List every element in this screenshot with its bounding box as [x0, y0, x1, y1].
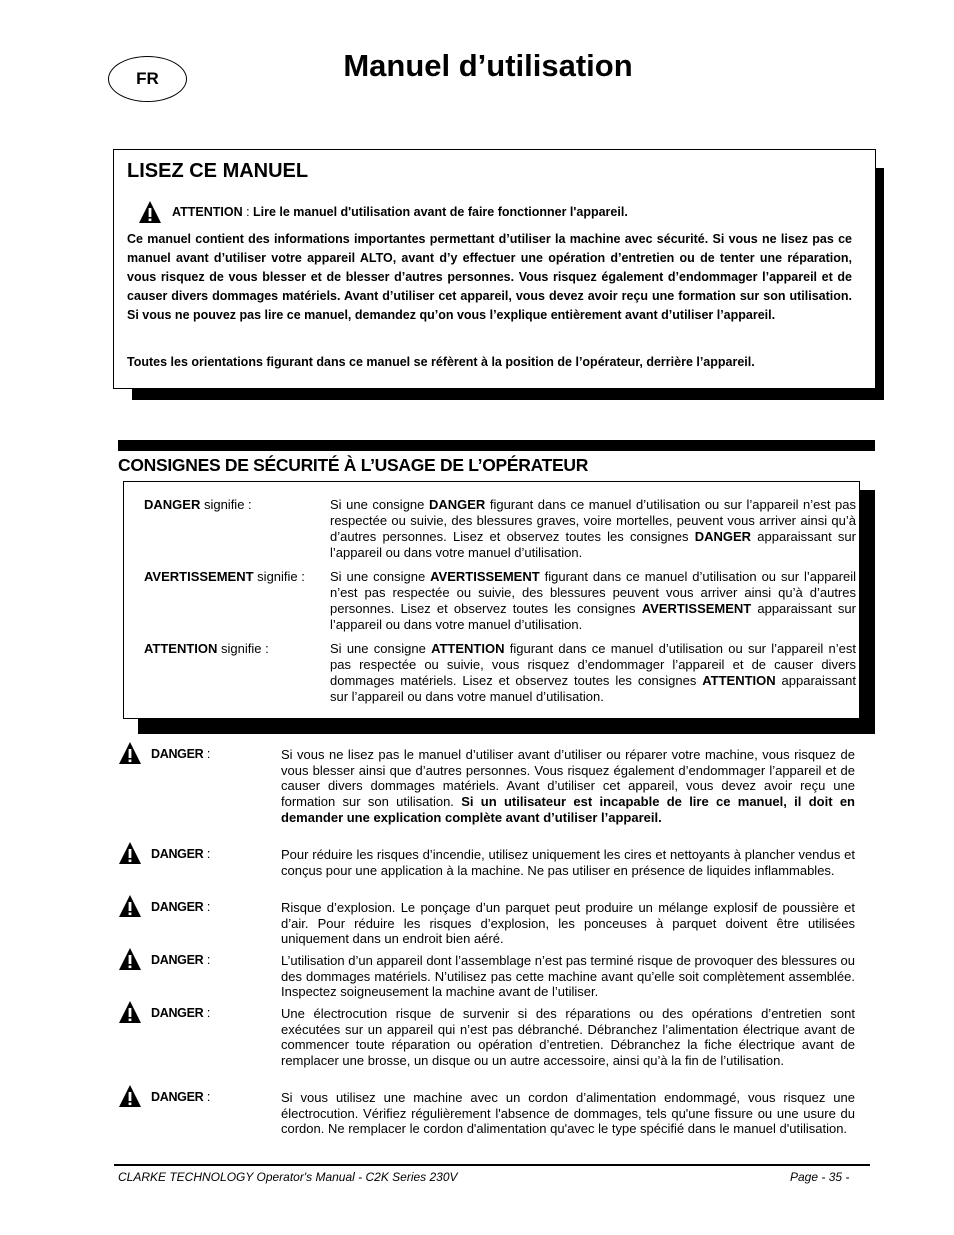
definitions-box	[123, 481, 860, 719]
danger-text: Une électrocution risque de survenir si des réparations ou des opérations d’entretien sont exécutées sur un appareil qui n’est pas débranché. Débranchez l’alimentation électrique avant de commencer toute réparation ou opération d’entretien. Débranchez la fiche électrique avant de remplacer une brosse, un disque ou un autre accessoire, ainsi qu’à la fin de l’utilisation.	[281, 1006, 855, 1069]
footer-rule	[114, 1164, 870, 1166]
footer-manual-title: CLARKE TECHNOLOGY Operator's Manual - C2K Series 230V	[118, 1170, 458, 1184]
safety-section-title: CONSIGNES DE SÉCURITÉ À L’USAGE DE L’OPÉRATEUR	[118, 455, 589, 475]
danger-label: DANGER :	[151, 1090, 211, 1104]
definition-term: AVERTISSEMENT signifie :	[144, 569, 305, 584]
section-divider-bar	[118, 440, 875, 451]
warning-triangle-icon	[118, 841, 142, 865]
warning-triangle-icon	[118, 947, 142, 971]
danger-text: Si vous utilisez une machine avec un cordon d’alimentation endommagé, vous risquez une électrocution. Vérifiez régulièrement l'absence de dommages, tels qu'une fissure ou une usure du cordon. Ne remplacer le cordon d'alimentation qu'avec le type spécifié dans le manuel d'utilisation.	[281, 1090, 855, 1137]
language-badge: FR	[108, 56, 187, 102]
danger-label: DANGER :	[151, 1006, 211, 1020]
attention-line	[138, 200, 628, 224]
attention-term: ATTENTION	[172, 205, 243, 219]
definition-text: Si une consigne DANGER figurant dans ce manuel d’utilisation ou sur l’appareil n’est pas respectée ou suivie, des blessures graves, voire mortelles, peuvent vous arriver ainsi qu’à d’autres personnes. Lisez et observez toutes les consignes DANGER apparaissant sur l’appareil ou dans votre manuel d’utilisation.	[330, 497, 857, 560]
warning-triangle-icon	[138, 200, 162, 224]
warning-triangle-icon	[118, 1000, 142, 1024]
warning-triangle-icon	[118, 741, 142, 765]
danger-label: DANGER :	[151, 847, 211, 861]
danger-text: Si vous ne lisez pas le manuel d’utiliser avant d’utiliser ou réparer votre machine, vous risquez de vous blesser ainsi que d’autres personnes. Vous risquez également d’endommager l’appareil et de causer divers dommages matériels. Avant d’utiliser cet appareil, vous devez avoir reçu une formation sur son utilisation. Si un utilisateur est incapable de lire ce manuel, il doit en demander une explication complète avant d’utiliser l’appareil.	[281, 747, 855, 825]
danger-text: Risque d’explosion. Le ponçage d’un parquet peut produire un mélange explosif de poussière et d’air. Pour réduire les risques d’explosion, les ponceuses à parquet doivent être utilisées uniquement dans un endroit bien aéré.	[281, 900, 855, 947]
orientation-note: Toutes les orientations figurant dans ce manuel se réfèrent à la position de l’opérateur, derrière l’appareil.	[127, 355, 755, 369]
definition-text: Si une consigne ATTENTION figurant dans ce manuel d’utilisation ou sur l’appareil n’est pas respectée ou suivie, vous risquez d’endommager l’appareil et de causer divers dommages matériels. Lisez et observez toutes les consignes ATTENTION apparaissant sur l’appareil ou dans votre manuel d’utilisation.	[330, 641, 857, 704]
attention-separator: :	[242, 205, 254, 219]
danger-text: L’utilisation d’un appareil dont l’assemblage n’est pas terminé risque de provoquer des blessures ou des dommages matériels. N’utilisez pas cette machine avant qu’elle soit complètement assemblée. Inspectez soigneusement la machine avant de l’utiliser.	[281, 953, 855, 1000]
danger-label: DANGER :	[151, 747, 211, 761]
danger-label: DANGER :	[151, 953, 211, 967]
warning-triangle-icon	[118, 1084, 142, 1108]
danger-text: Pour réduire les risques d’incendie, utilisez uniquement les cires et nettoyants à plancher vendus et conçus pour une application à la machine. Ne pas utiliser en présence de liquides inflammables.	[281, 847, 855, 878]
danger-label: DANGER :	[151, 900, 211, 914]
footer-page-number: Page - 35 -	[790, 1170, 850, 1184]
definition-text: Si une consigne AVERTISSEMENT figurant dans ce manuel d’utilisation ou sur l’appareil n’est pas respectée ou suivie, des blessures peuvent vous arriver ainsi qu’à d’autres personnes. Lisez et observez toutes les consignes AVERTISSEMENT apparaissant sur l’appareil ou dans votre manuel d’utilisation.	[330, 569, 857, 632]
definition-term: ATTENTION signifie :	[144, 641, 269, 656]
read-manual-box	[113, 149, 876, 389]
attention-text: Lire le manuel d'utilisation avant de faire fonctionner l'appareil.	[253, 205, 628, 219]
definition-term: DANGER signifie :	[144, 497, 252, 512]
warning-triangle-icon	[118, 894, 142, 918]
page-title: Manuel d’utilisation	[343, 48, 633, 83]
read-manual-paragraph: Ce manuel contient des informations importantes permettant d’utiliser la machine avec sécurité. Si vous ne lisez pas ce manuel avant d’utiliser votre appareil ALTO, avant d’y effectuer une opération d’entretien ou de tenter une réparation, vous risquez de vous blesser et de blesser d’autres personnes. Vous risquez également d’endommager l’appareil et de causer divers dommages matériels. Avant d’utiliser cet appareil, vous devez avoir reçu une formation sur son utilisation. Si vous ne pouvez pas lire ce manuel, demandez qu’on vous l’explique entièrement avant d’utiliser l’appareil.	[127, 232, 852, 322]
read-manual-heading: LISEZ CE MANUEL	[127, 160, 309, 182]
